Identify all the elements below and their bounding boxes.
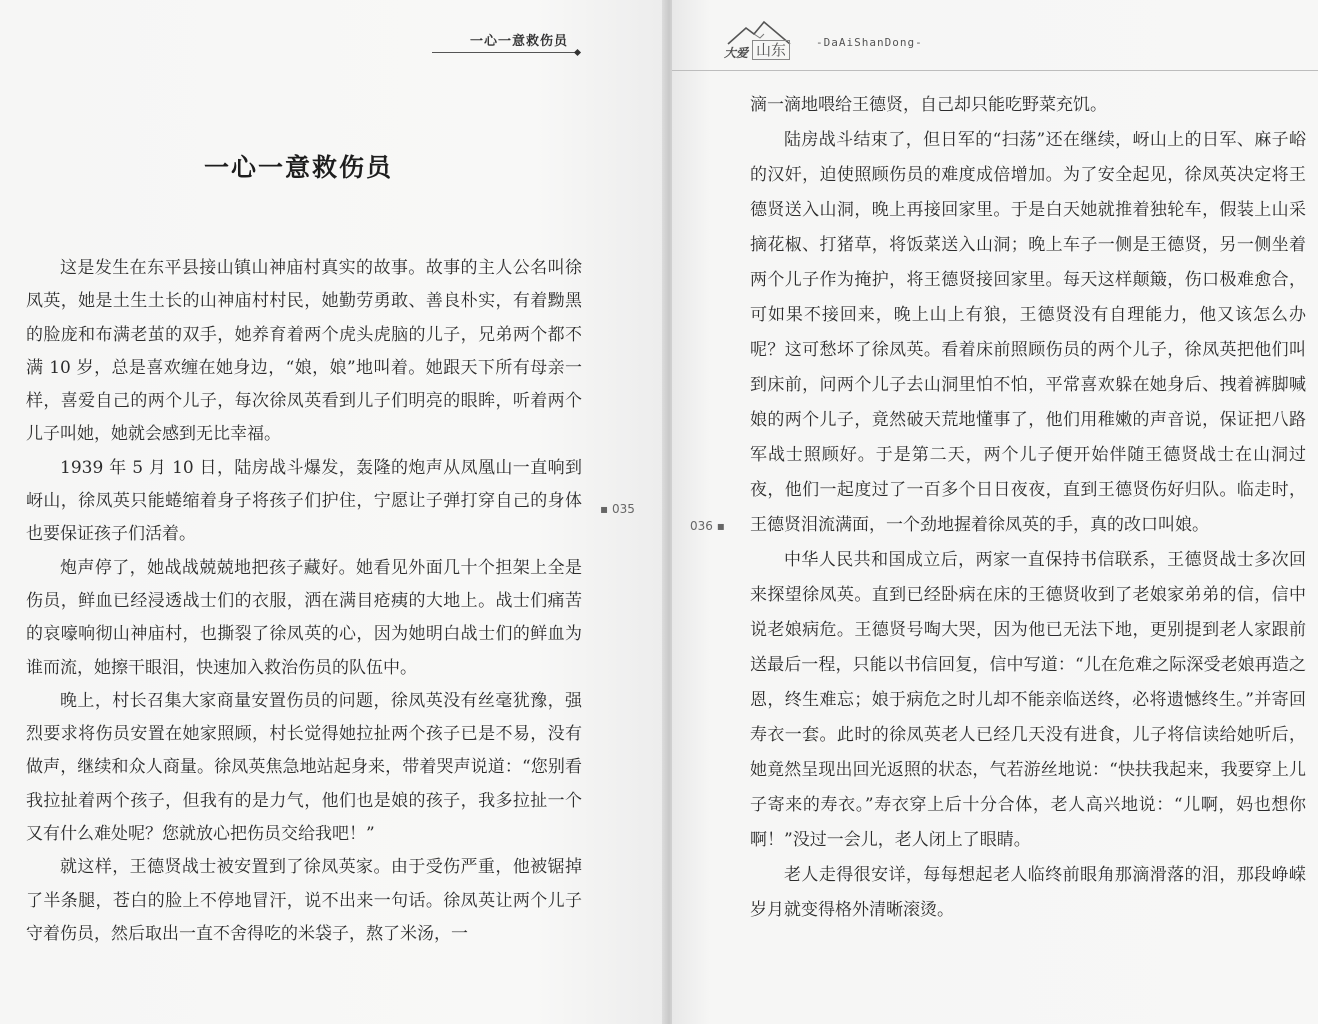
logo-script: 大爱	[724, 46, 749, 60]
paragraph: 炮声停了，她战战兢兢地把孩子藏好。她看见外面几十个担架上全是伤员，鲜血已经浸透战士们的衣服，洒在满目疮痍的大地上。战士们痛苦的哀嚎响彻山神庙村，也撕裂了徐凤英的心，因为她明白战士们的鲜血为谁而流，她擦干眼泪，快速加入救治伤员的队伍中。	[26, 557, 582, 678]
slogan: -DaAiShanDong-	[816, 36, 923, 49]
left-body-text	[26, 252, 582, 951]
header-rule	[432, 52, 578, 53]
paragraph: 陆房战斗结束了，但日军的“扫荡”还在继续，岈山上的日军、麻子峪的汉奸，迫使照顾伤员的难度成倍增加。为了安全起见，徐凤英决定将王德贤送入山洞，晚上再接回家里。于是白天她就推着独轮车，假装上山采摘花椒、打猪草，将饭菜送入山洞；晚上车子一侧是王德贤，另一侧坐着两个儿子作为掩护，将王德贤接回家里。每天这样颠簸，伤口极难愈合，可如果不接回来，晚上山上有狼，王德贤没有自理能力，他又该怎么办呢？这可愁坏了徐凤英。看着床前照顾伤员的两个儿子，徐凤英把他们叫到床前，问两个儿子去山洞里怕不怕，平常喜欢躲在她身后、拽着裤脚喊娘的两个儿子，竟然破天荒地懂事了，他们用稚嫩的声音说，保证把八路军战士照顾好。于是第二天，两个儿子便开始伴随王德贤战士在山洞过夜，他们一起度过了一百多个日日夜夜，直到王德贤伤好归队。临走时，王德贤泪流满面，一个劲地握着徐凤英的手，真的改口叫娘。	[750, 130, 1306, 535]
page-number-value: 036	[690, 519, 713, 533]
running-header: 一心一意救伤员	[470, 34, 569, 49]
page-number: ▪ 035	[600, 502, 635, 516]
paragraph: 中华人民共和国成立后，两家一直保持书信联系，王德贤战士多次回来探望徐凤英。直到已经卧病在床的王德贤收到了老娘家弟弟的信，信中说老娘病危。王德贤号啕大哭，因为他已无法下地，更别提到老人家跟前送最后一程，只能以书信回复，信中写道：“儿在危难之际深受老娘再造之恩，终生难忘；娘于病危之时儿却不能亲临送终，必将遗憾终生。”并寄回寿衣一套。此时的徐凤英老人已经几天没有进食，儿子将信读给她听后，她竟然呈现出回光返照的状态，气若游丝地说：“快扶我起来，我要穿上儿子寄来的寿衣。”寿衣穿上后十分合体，老人高兴地说：“儿啊，妈也想你啊！”没过一会儿，老人闭上了眼睛。	[750, 550, 1306, 850]
paragraph: 滴一滴地喂给王德贤，自己却只能吃野菜充饥。	[750, 95, 1107, 115]
header-rule	[672, 70, 1318, 71]
right-body-text	[750, 88, 1306, 928]
page-number-value: 035	[611, 502, 635, 516]
paragraph: 老人走得很安详，每每想起老人临终前眼角那滴滑落的泪，那段峥嵘岁月就变得格外清晰滚烫。	[750, 865, 1306, 920]
paragraph: 晚上，村长召集大家商量安置伤员的问题，徐凤英没有丝毫犹豫，强烈要求将伤员安置在她家照顾，村长觉得她拉扯两个孩子已是不易，没有做声，继续和众人商量。徐凤英焦急地站起身来，带着哭声说道：“您别看我拉扯着两个孩子，但我有的是力气，他们也是娘的孩子，我多拉扯一个又有什么难处呢？您就放心把伤员交给我吧！”	[26, 690, 582, 845]
chapter-title: 一心一意救伤员	[204, 153, 394, 182]
logo-brand: 山东	[752, 40, 790, 60]
paragraph: 就这样，王德贤战士被安置到了徐凤英家。由于受伤严重，他被锯掉了半条腿，苍白的脸上不停地冒汗，说不出来一句话。徐凤英让两个儿子守着伤员，然后取出一直不舍得吃的米袋子，熬了米汤，一	[26, 857, 582, 944]
paragraph: 这是发生在东平县接山镇山神庙村真实的故事。故事的主人公名叫徐凤英，她是土生土长的山神庙村村民，她勤劳勇敢、善良朴实，有着黝黑的脸庞和布满老茧的双手，她养育着两个虎头虎脑的儿子，兄弟两个都不满 10 岁，总是喜欢缠在她身边，“娘，娘”地叫着。她跟天下所有母亲一样，喜爱自己的两个儿子，每次徐凤英看到儿子们明亮的眼眸，听着两个儿子叫她，她就会感到无比幸福。	[26, 258, 582, 445]
right-page	[672, 0, 1318, 1024]
paragraph: 1939 年 5 月 10 日，陆房战斗爆发，轰隆的炮声从凤凰山一直响到岈山，徐凤英只能蜷缩着身子将孩子们护住，宁愿让子弹打穿自己的身体也要保证孩子们活着。	[26, 457, 582, 545]
page-number: 036 ▪	[690, 519, 725, 533]
